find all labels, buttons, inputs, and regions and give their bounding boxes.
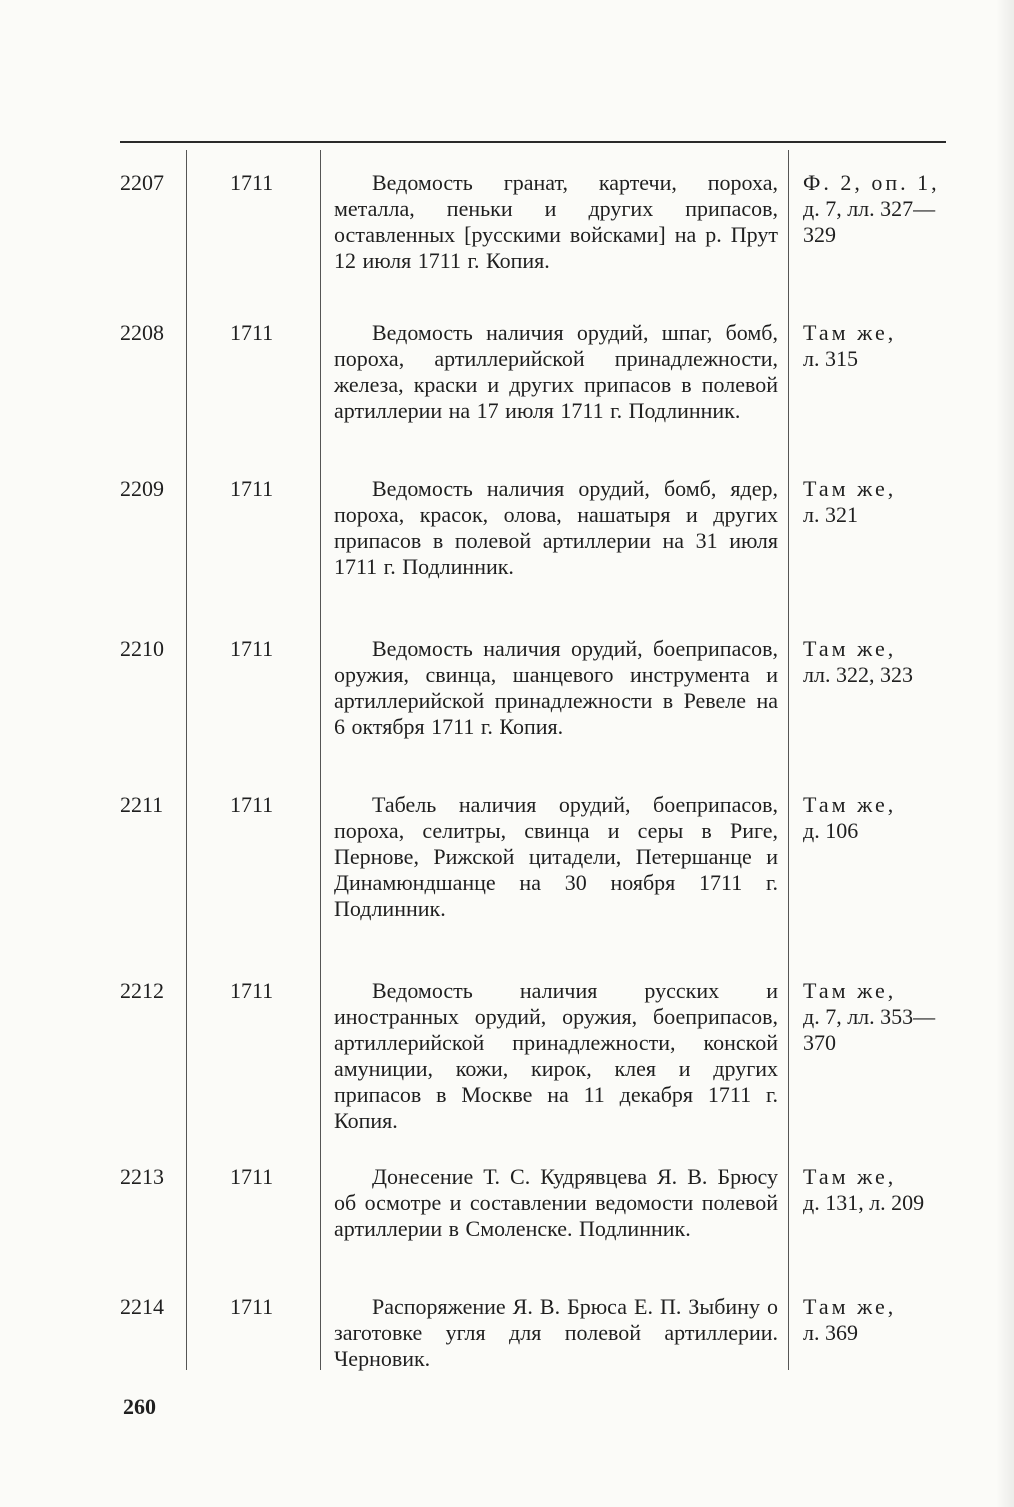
reference-body: д. 131, л. 209 (803, 1190, 925, 1215)
entry-number: 2207 (120, 170, 164, 195)
entry-year: 1711 (230, 320, 274, 345)
reference-body: л. 369 (803, 1320, 858, 1345)
entry-description: Табель наличия орудий, боеприпасов, пороха, селитры, свинца и серы в Риге, Пернове, Рижской цитадели, Петершанце и Динамюндшанце на 30 ноября 1711 г. Подлинник. (334, 792, 778, 921)
reference-body: лл. 322, 323 (803, 662, 913, 687)
top-rule (120, 141, 946, 143)
reference-head: Там же, (803, 792, 897, 817)
reference-head: Там же, (803, 1294, 897, 1319)
entry-year: 1711 (230, 476, 274, 501)
entry-number: 2214 (120, 1294, 164, 1319)
reference-body: л. 321 (803, 502, 858, 527)
reference-head: Там же, (803, 320, 897, 345)
reference-body: д. 7, лл. 327—329 (803, 196, 936, 247)
column-divider-2 (320, 150, 321, 1370)
entry-number: 2209 (120, 476, 164, 501)
reference-head: Там же, (803, 978, 897, 1003)
entry-description: Ведомость наличия русских и иностранных орудий, оружия, боеприпасов, артиллерийской принадлежности, конской амуниции, кожи, кирок, клея и других припасов в Москве на 11 декабря 1711 г. Копия. (334, 978, 778, 1133)
reference-body: д. 7, лл. 353—370 (803, 1004, 936, 1055)
entry-year: 1711 (230, 1294, 274, 1319)
entry-year: 1711 (230, 170, 274, 195)
page-edge-shadow (996, 0, 1014, 1507)
reference-body: д. 106 (803, 818, 859, 843)
reference-head: Там же, (803, 636, 897, 661)
entry-year: 1711 (230, 978, 274, 1003)
entry-description: Ведомость наличия орудий, шпаг, бомб, пороха, артиллерийской принадлежности, железа, краски и других припасов в полевой артиллерии на 17 июля 1711 г. Подлинник. (334, 320, 778, 423)
reference-body: л. 315 (803, 346, 858, 371)
entry-reference (803, 1294, 953, 1346)
entry-number: 2213 (120, 1164, 164, 1189)
entry-reference (803, 170, 953, 248)
entry-reference (803, 320, 953, 372)
page-number: 260 (123, 1394, 156, 1419)
entry-description: Донесение Т. С. Кудрявцева Я. В. Брюсу об осмотре и составлении ведомости полевой артиллерии в Смоленске. Подлинник. (334, 1164, 778, 1241)
entry-description: Ведомость гранат, картечи, пороха, металла, пеньки и других припасов, оставленных [русскими войсками] на р. Прут 12 июля 1711 г. Копия. (334, 170, 778, 273)
reference-head: Ф. 2, оп. 1, (803, 170, 940, 195)
entry-reference (803, 978, 953, 1056)
reference-head: Там же, (803, 1164, 897, 1189)
column-divider-3 (788, 150, 789, 1370)
entry-reference (803, 792, 953, 844)
entry-year: 1711 (230, 1164, 274, 1189)
entry-description: Ведомость наличия орудий, боеприпасов, оружия, свинца, шанцевого инструмента и артиллерийской принадлежности в Ревеле на 6 октября 1711 г. Копия. (334, 636, 778, 739)
entry-number: 2211 (120, 792, 164, 817)
entry-year: 1711 (230, 792, 274, 817)
column-divider-1 (186, 150, 187, 1370)
entry-year: 1711 (230, 636, 274, 661)
entry-number: 2208 (120, 320, 164, 345)
entry-reference (803, 1164, 953, 1216)
entry-description: Ведомость наличия орудий, бомб, ядер, пороха, красок, олова, нашатыря и других припасов в полевой артиллерии на 31 июля 1711 г. Подлинник. (334, 476, 778, 579)
entry-reference (803, 636, 953, 688)
entry-reference (803, 476, 953, 528)
entry-description: Распоряжение Я. В. Брюса Е. П. Зыбину о заготовке угля для полевой артиллерии. Черновик. (334, 1294, 778, 1371)
entry-number: 2212 (120, 978, 164, 1003)
reference-head: Там же, (803, 476, 897, 501)
entry-number: 2210 (120, 636, 164, 661)
